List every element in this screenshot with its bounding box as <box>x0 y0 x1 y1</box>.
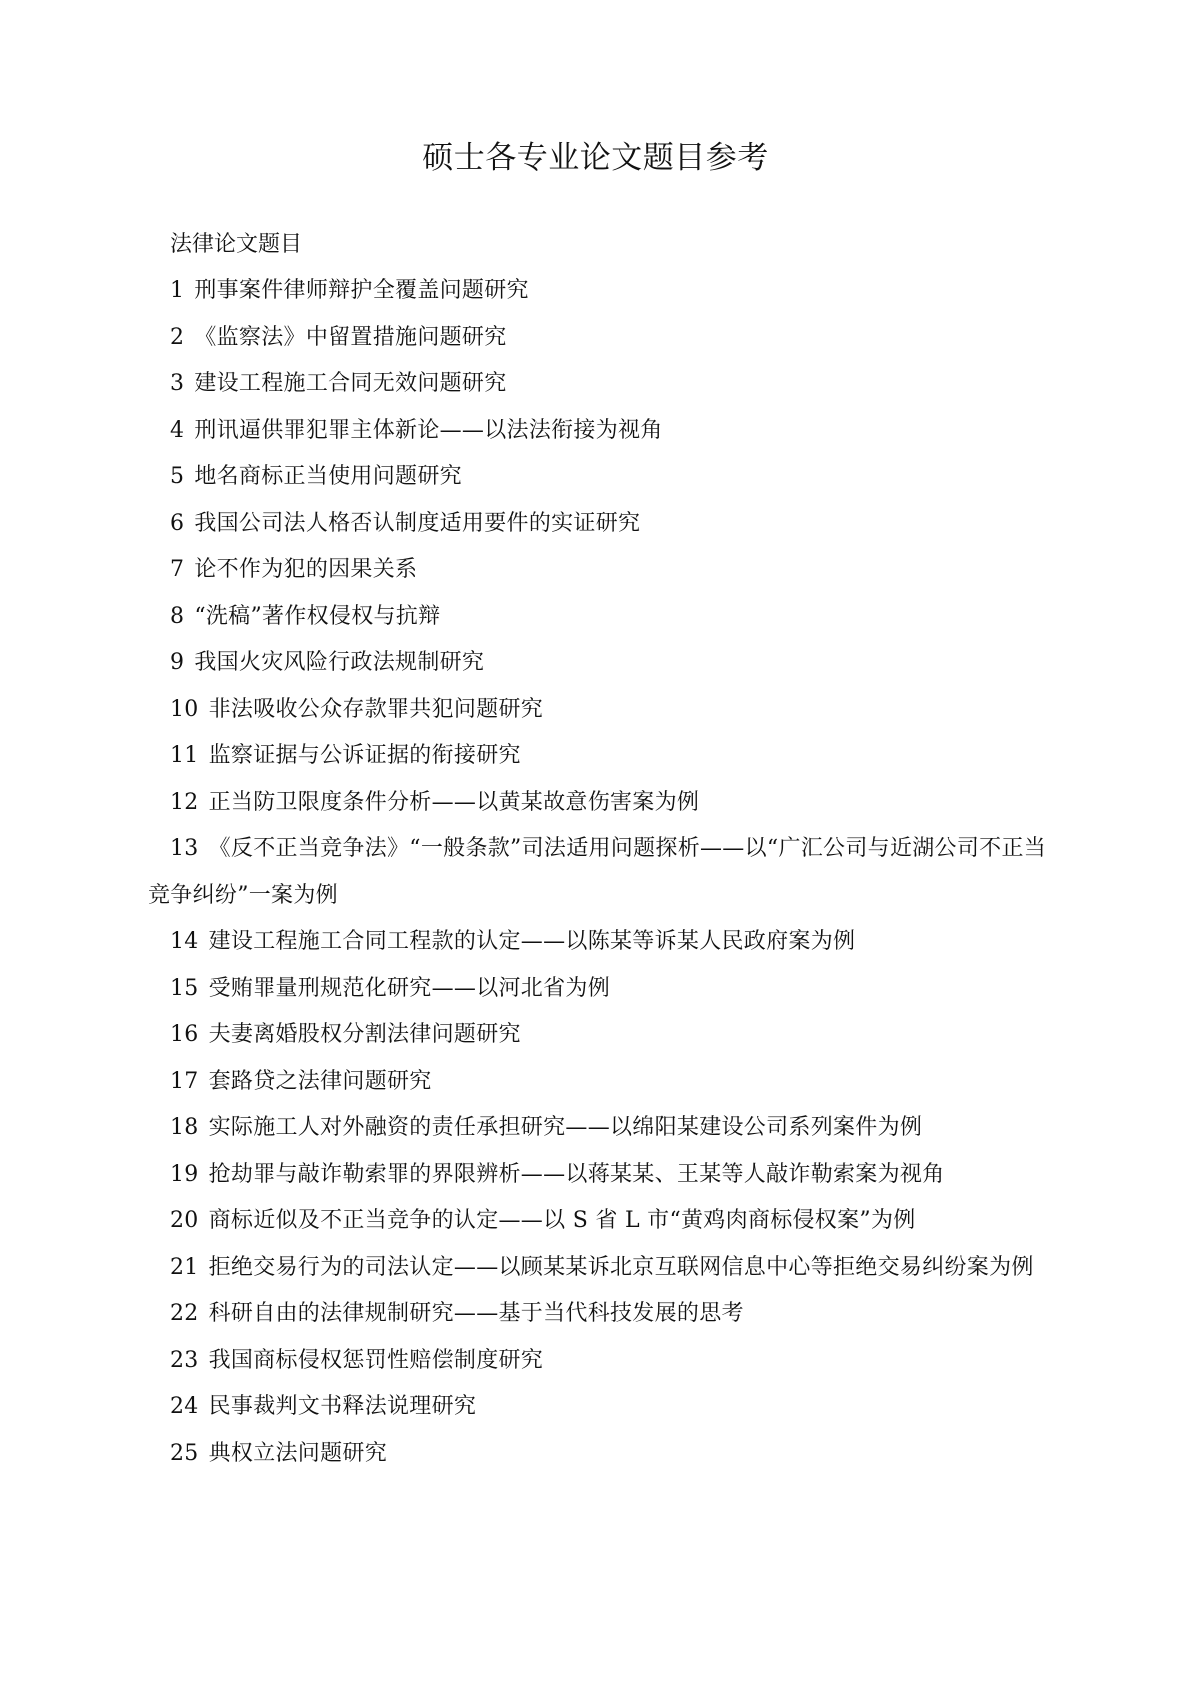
document-body <box>148 222 1048 1477</box>
topic-number: 6 <box>170 510 185 536</box>
topic-item <box>148 826 1048 919</box>
topic-number: 16 <box>170 1022 199 1047</box>
topic-text: 刑讯逼供罪犯罪主体新论——以法法衔接为视角 <box>194 417 663 443</box>
topic-item <box>148 687 1048 734</box>
topic-item <box>148 268 1048 315</box>
topic-number: 7 <box>170 557 185 582</box>
topic-text: 科研自由的法律规制研究——基于当代科技发展的思考 <box>208 1301 744 1326</box>
topic-text: 拒绝交易行为的司法认定——以顾某某诉北京互联网信息中心等拒绝交易纠纷案为例 <box>208 1254 1034 1280</box>
topic-item <box>148 454 1048 501</box>
topic-text: 受贿罪量刑规范化研究——以河北省为例 <box>208 975 611 1001</box>
topic-number: 12 <box>170 789 199 815</box>
topic-item <box>148 594 1048 641</box>
topic-text: 典权立法问题研究 <box>208 1440 388 1466</box>
topic-text: 地名商标正当使用问题研究 <box>194 464 462 489</box>
topic-item <box>148 1245 1048 1292</box>
topic-item <box>148 315 1048 362</box>
topic-text: 抢劫罪与敲诈勒索罪的界限辨析——以蒋某某、王某等人敲诈勒索案为视角 <box>208 1161 945 1187</box>
section-heading: 法律论文题目 <box>170 232 303 257</box>
topic-number: 18 <box>170 1115 199 1140</box>
topic-text: 夫妻离婚股权分割法律问题研究 <box>208 1022 521 1047</box>
topic-item <box>148 640 1048 687</box>
topic-number: 10 <box>170 696 199 722</box>
topic-number: 22 <box>170 1301 199 1326</box>
topic-number: 9 <box>170 650 185 675</box>
topic-number: 13 <box>170 836 199 861</box>
topic-item <box>148 1012 1048 1059</box>
topic-number: 20 <box>170 1208 199 1233</box>
topic-text: 套路贷之法律问题研究 <box>208 1068 432 1094</box>
topic-item <box>148 501 1048 548</box>
topic-text: “洗稿”著作权侵权与抗辩 <box>194 603 441 629</box>
topic-text: 监察证据与公诉证据的衔接研究 <box>208 743 521 768</box>
topic-number: 4 <box>170 417 185 443</box>
topic-item <box>148 1384 1048 1431</box>
topic-text: 我国公司法人格否认制度适用要件的实证研究 <box>194 510 641 536</box>
topic-text: 建设工程施工合同无效问题研究 <box>194 371 507 396</box>
topic-text: 《监察法》中留置措施问题研究 <box>194 324 507 350</box>
topic-item <box>148 1059 1048 1106</box>
topic-item <box>148 733 1048 780</box>
topic-number: 1 <box>170 278 185 303</box>
topic-text: 我国火灾风险行政法规制研究 <box>194 650 485 675</box>
topic-item <box>148 1291 1048 1338</box>
topic-item <box>148 966 1048 1013</box>
topic-item <box>148 1198 1048 1245</box>
topic-number: 11 <box>170 743 199 768</box>
page-title: 硕士各专业论文题目参考 <box>422 140 769 176</box>
topic-text: 我国商标侵权惩罚性赔偿制度研究 <box>208 1347 544 1373</box>
topic-item <box>148 1338 1048 1385</box>
topic-text: 民事裁判文书释法说理研究 <box>208 1394 477 1419</box>
topic-item <box>148 919 1048 966</box>
topic-number: 14 <box>170 929 199 954</box>
topic-item <box>148 780 1048 827</box>
topic-number: 3 <box>170 371 185 396</box>
topic-number: 21 <box>170 1254 199 1280</box>
topic-item <box>148 1431 1048 1478</box>
topic-text: 刑事案件律师辩护全覆盖问题研究 <box>194 278 529 303</box>
topic-text: 实际施工人对外融资的责任承担研究——以绵阳某建设公司系列案件为例 <box>208 1115 923 1140</box>
topic-item <box>148 1105 1048 1152</box>
topic-number: 19 <box>170 1161 199 1187</box>
topic-text: 建设工程施工合同工程款的认定——以陈某等诉某人民政府案为例 <box>208 929 856 954</box>
topic-number: 15 <box>170 975 199 1001</box>
topic-text: 《反不正当竞争法》“一般条款”司法适用问题探析——以“广汇公司与近湖公司不正当竞争纠纷”一案为例 <box>148 836 1047 908</box>
topic-number: 25 <box>170 1440 199 1466</box>
topic-item <box>148 1152 1048 1199</box>
topic-number: 24 <box>170 1394 199 1419</box>
topic-text: 正当防卫限度条件分析——以黄某故意伤害案为例 <box>208 789 700 815</box>
topic-number: 17 <box>170 1068 199 1094</box>
topic-list <box>148 268 1048 1477</box>
topic-number: 2 <box>170 324 185 350</box>
topic-text: 非法吸收公众存款罪共犯问题研究 <box>208 696 544 722</box>
topic-text: 商标近似及不正当竞争的认定——以 S 省 L 市“黄鸡肉商标侵权案”为例 <box>208 1208 916 1233</box>
topic-number: 23 <box>170 1347 199 1373</box>
topic-text: 论不作为犯的因果关系 <box>194 557 418 582</box>
topic-item <box>148 547 1048 594</box>
topic-item <box>148 361 1048 408</box>
topic-number: 5 <box>170 464 185 489</box>
topic-item <box>148 408 1048 455</box>
topic-number: 8 <box>170 603 185 629</box>
